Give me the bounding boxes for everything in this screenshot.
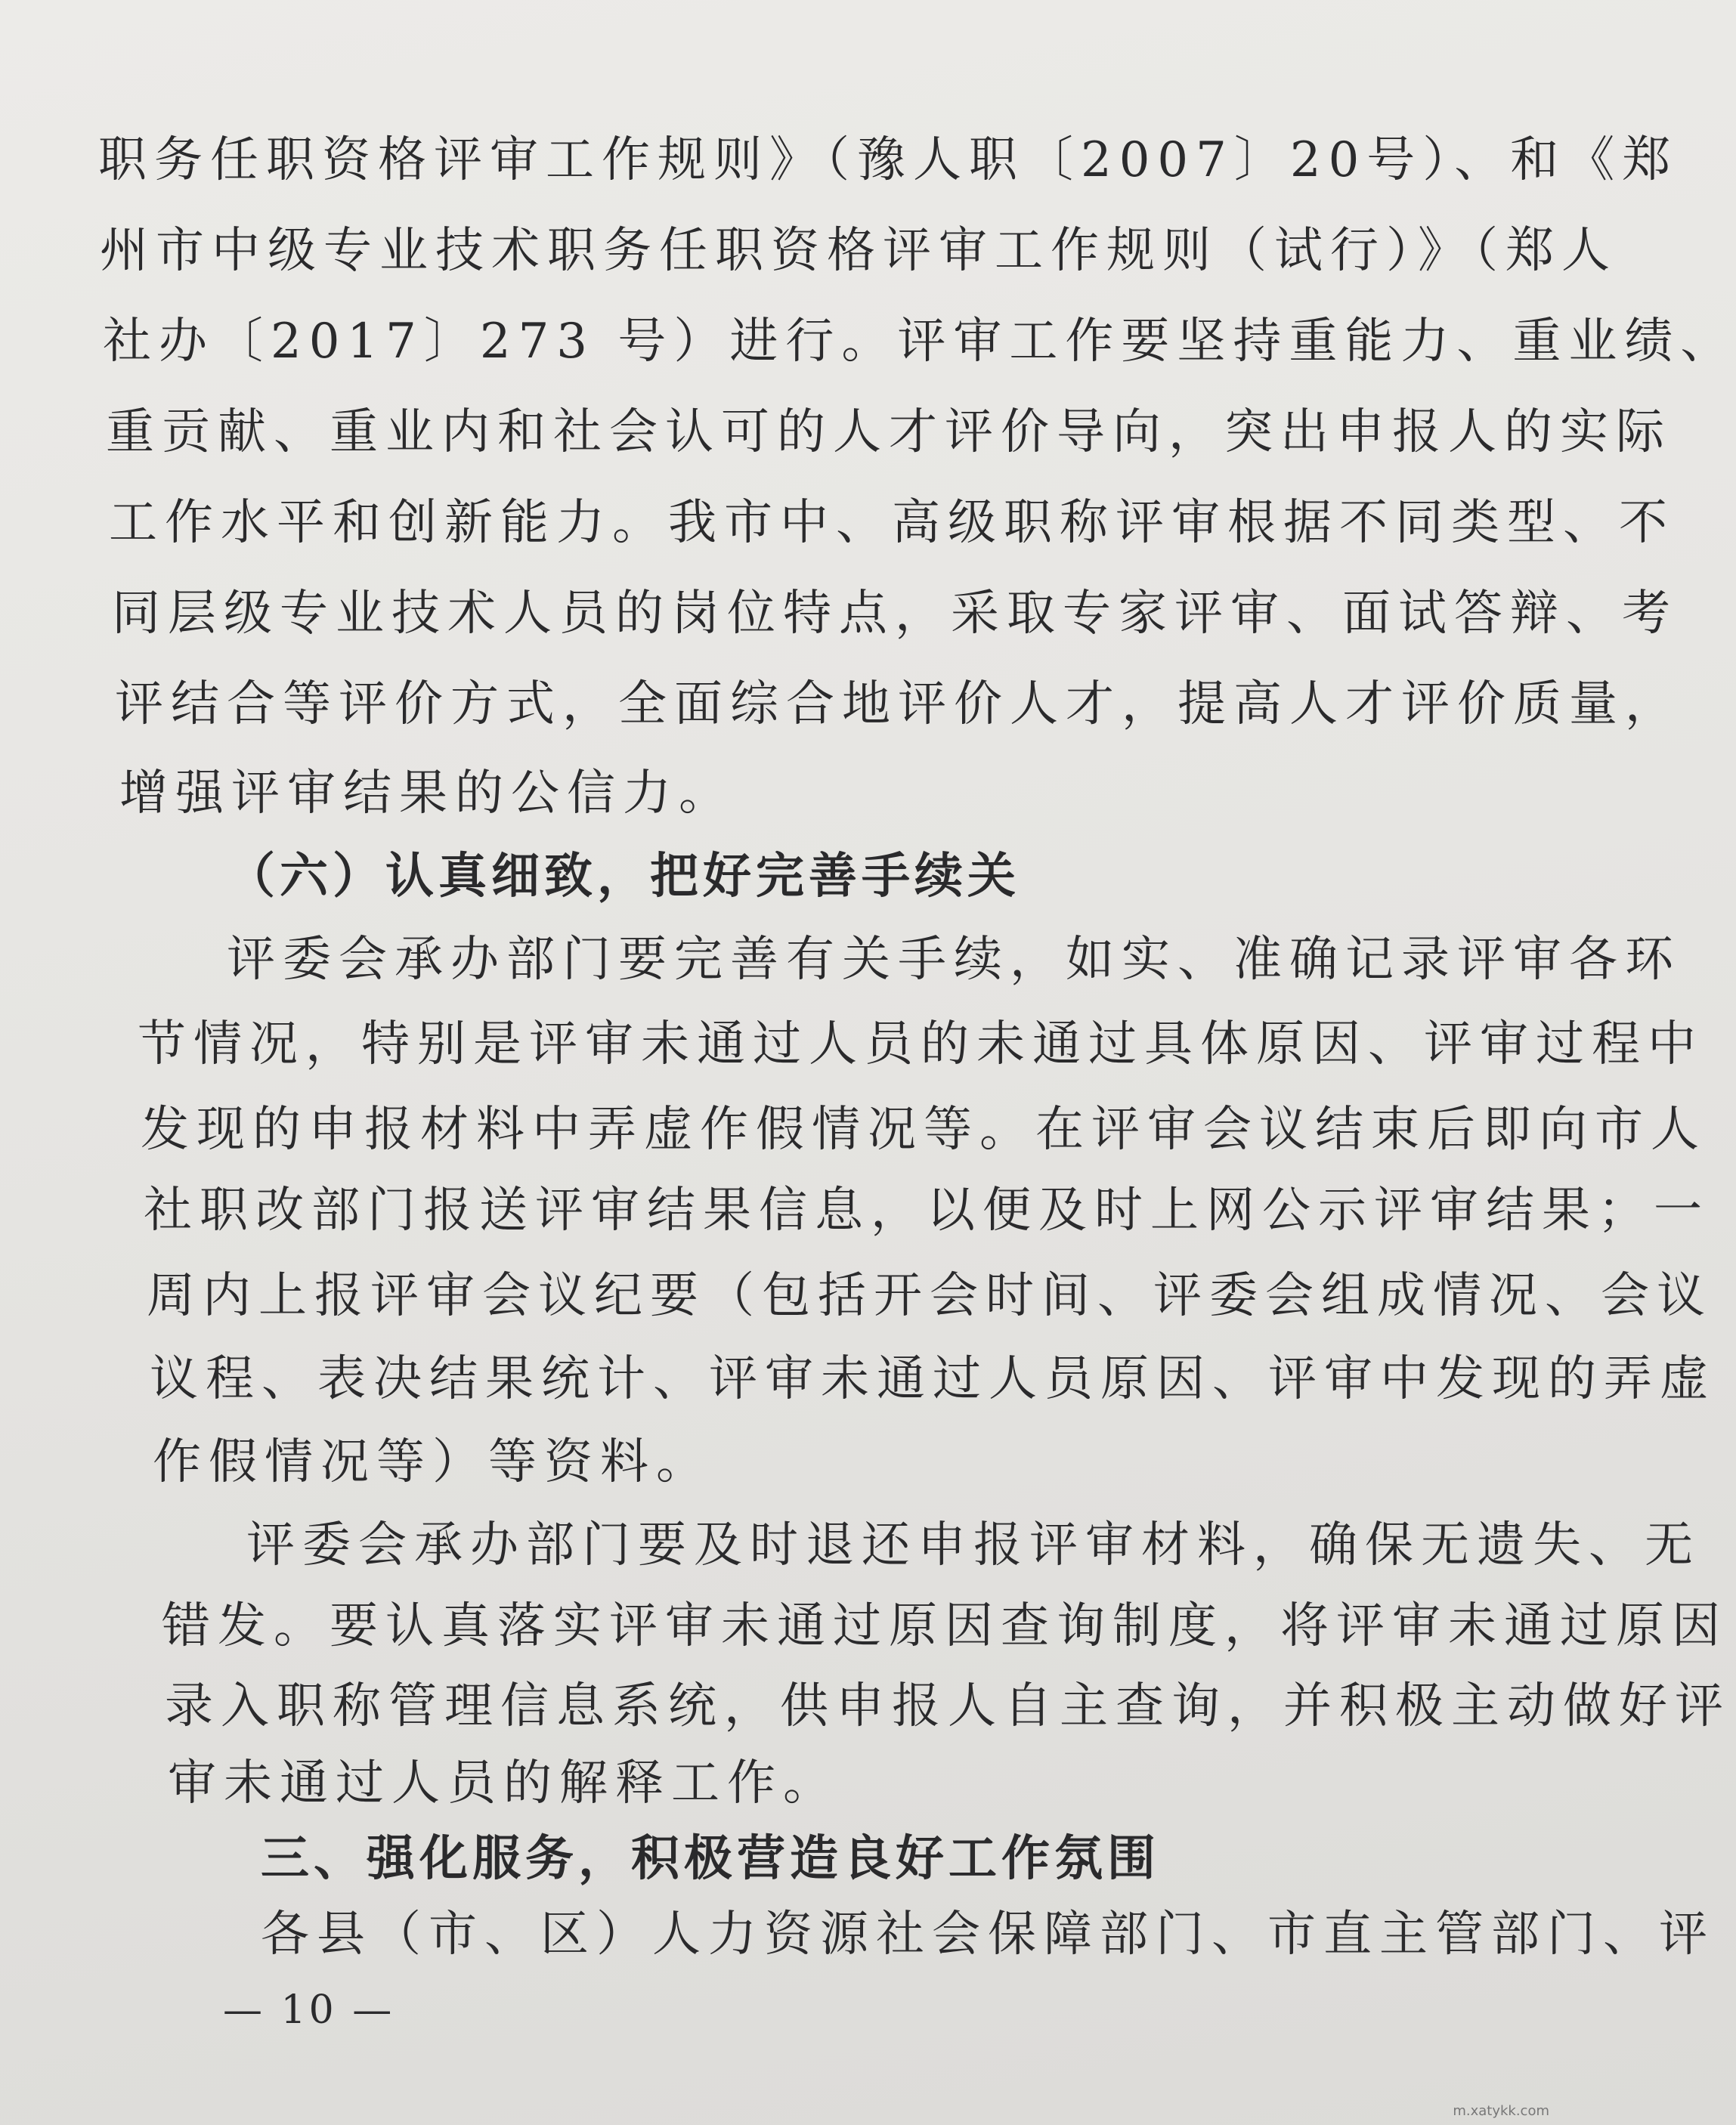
watermark: m.xatykk.com (1453, 2103, 1549, 2119)
body-line: 错发。要认真落实评审未通过原因查询制度，将评审未通过原因 (162, 1598, 1728, 1654)
body-line: 审未通过人员的解释工作。 (168, 1755, 839, 1811)
body-line: 作假情况等）等资料。 (153, 1434, 712, 1490)
body-line: 社办〔2017〕273 号）进行。评审工作要坚持重能力、重业绩、 (103, 314, 1736, 370)
body-line: 同层级专业技术人员的岗位特点，采取专家评审、面试答辩、考 (112, 586, 1678, 642)
body-line: 增强评审结果的公信力。 (119, 766, 735, 821)
body-line: 评结合等评价方式，全面综合地评价人才，提高人才评价质量， (115, 676, 1681, 732)
body-line: 州市中级专业技术职务任职资格评审工作规则（试行）》（郑人 (100, 223, 1617, 279)
page-number: — 10 — (223, 1987, 395, 2033)
section-subheading: （六）认真细致，把好完善手续关 (227, 849, 1020, 905)
section-heading: 三、强化服务，积极营造良好工作氛围 (261, 1831, 1160, 1887)
body-line: 评委会承办部门要完善有关手续，如实、准确记录评审各环 (227, 932, 1681, 988)
body-line: 录入职称管理信息系统，供申报人自主查询，并积极主动做好评 (165, 1678, 1731, 1734)
body-line: 发现的申报材料中弄虚作假情况等。在评审会议结束后即向市人 (141, 1102, 1707, 1158)
body-line: 社职改部门报送评审结果信息，以便及时上网公示评审结果；一 (144, 1183, 1710, 1239)
body-line: 工作水平和创新能力。我市中、高级职称评审根据不同类型、不 (109, 495, 1675, 551)
body-line: 评委会承办部门要及时退还申报评审材料，确保无遗失、无 (246, 1517, 1700, 1573)
body-line: 节情况，特别是评审未通过人员的未通过具体原因、评审过程中 (138, 1016, 1704, 1072)
body-line: 周内上报评审会议纪要（包括开会时间、评委会组成情况、会议 (147, 1268, 1713, 1324)
body-line: 各县（市、区）人力资源社会保障部门、市直主管部门、评 (261, 1907, 1715, 1963)
body-line: 职务任职资格评审工作规则》（豫人职〔2007〕20号）、和《郑 (98, 132, 1679, 188)
body-line: 重贡献、重业内和社会认可的人才评价导向，突出申报人的实际 (106, 404, 1672, 460)
body-line: 议程、表决结果统计、评审未通过人员原因、评审中发现的弄虚 (150, 1351, 1716, 1407)
